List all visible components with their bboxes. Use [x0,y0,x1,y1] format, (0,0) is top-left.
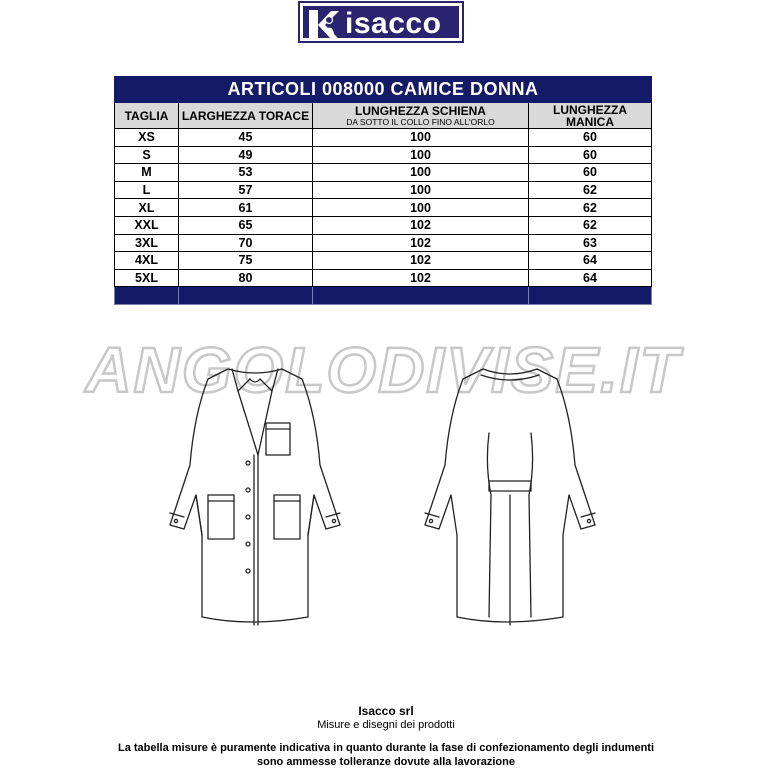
table-row [115,252,652,270]
sleeve-cell: 60 [529,146,652,164]
column-header-size: TAGLIA [115,103,179,129]
chest-cell: 65 [179,216,313,234]
chest-cell: 45 [179,129,313,147]
chest-cell: 75 [179,252,313,270]
sleeve-cell: 62 [529,216,652,234]
watermark-text: ANGOLODIVISE.IT [85,334,681,406]
sleeve-cell: 62 [529,181,652,199]
sleeve-cell: 64 [529,269,652,287]
company-subline: Misure e disegni dei prodotti [317,719,455,731]
footer-bar-cell [529,287,652,305]
chest-cell: 49 [179,146,313,164]
sleeve-cell: 60 [529,129,652,147]
disclaimer-line-2: sono ammesse tolleranze dovute alla lavorazione [257,756,515,768]
size-cell: XXL [115,216,179,234]
brand-name: isacco [345,7,442,40]
table-footer-bar [115,287,652,305]
brand-mark-icon [307,8,343,42]
size-cell: L [115,181,179,199]
table-row [115,234,652,252]
sleeve-cell: 62 [529,199,652,217]
footer-bar-cell [115,287,179,305]
back-cell: 102 [313,269,529,287]
footer-bar-cell [179,287,313,305]
sleeve-cell: 64 [529,252,652,270]
size-cell: 5XL [115,269,179,287]
brand-logo [298,1,464,43]
table-row [115,181,652,199]
button-icon [246,488,250,492]
table-row [115,269,652,287]
column-header-chest-width: LARGHEZZA TORACE [179,103,313,129]
chest-cell: 80 [179,269,313,287]
chest-cell: 61 [179,199,313,217]
button-icon [246,542,250,546]
table-row [115,164,652,182]
size-cell: M [115,164,179,182]
back-cell: 100 [313,129,529,147]
chest-cell: 53 [179,164,313,182]
back-length-sublabel: DA SOTTO IL COLLO FINO ALL'ORLO [346,116,495,127]
footer-bar-cell [313,287,529,305]
table-row [115,216,652,234]
coat-back-drawing [425,369,595,625]
coat-illustration [150,355,620,640]
back-cell: 100 [313,199,529,217]
coat-front-drawing [170,369,340,625]
table-row [115,199,652,217]
size-table [114,76,652,305]
company-name: Isacco srl [358,704,414,718]
sleeve-cell: 60 [529,164,652,182]
size-cell: 4XL [115,252,179,270]
sleeve-cell: 63 [529,234,652,252]
size-cell: XS [115,129,179,147]
column-header-back-length [313,103,529,129]
size-cell: 3XL [115,234,179,252]
size-cell: S [115,146,179,164]
brand-logo-background [303,6,459,38]
back-cell: 102 [313,252,529,270]
chest-cell: 57 [179,181,313,199]
disclaimer-line-1: La tabella misure è puramente indicativa in quanto durante la fase di confezionamento degli indumenti [117,742,655,754]
chest-cell: 70 [179,234,313,252]
table-title: ARTICOLI 008000 CAMICE DONNA [115,77,652,103]
button-icon [246,569,250,573]
back-cell: 102 [313,216,529,234]
button-icon [246,461,250,465]
button-icon [246,515,250,519]
back-length-label: LUNGHEZZA SCHIENA [355,103,486,118]
back-cell: 100 [313,181,529,199]
table-row [115,129,652,147]
back-cell: 102 [313,234,529,252]
back-cell: 100 [313,146,529,164]
back-cell: 100 [313,164,529,182]
column-header-sleeve-length: LUNGHEZZA MANICA [529,103,652,129]
table-row [115,146,652,164]
size-cell: XL [115,199,179,217]
